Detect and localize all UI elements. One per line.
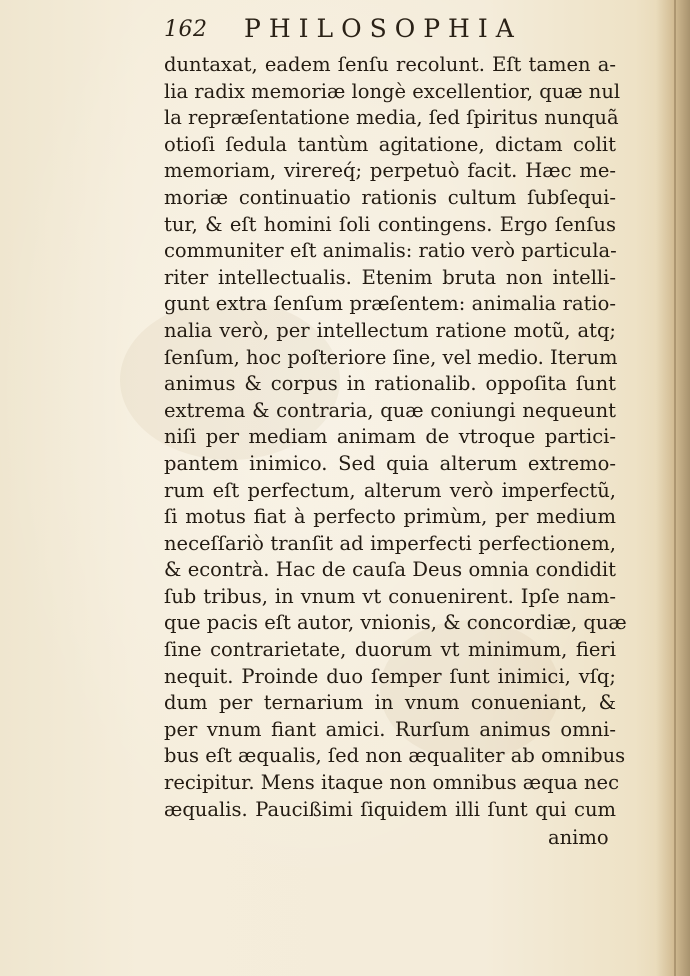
text-line: per vnum fiant amici. Rurſum animus omni-: [164, 717, 616, 741]
text-line: recipitur. Mens itaque non omnibus æqua nec: [164, 771, 620, 795]
text-line: æqualis. Paucißimi ſiquidem illi ſunt qui cum: [164, 797, 616, 821]
text-line: animus & corpus in rationalib. oppoſita ſunt: [164, 372, 616, 396]
text-line: memoriam, virereq́; perpetuò facit. Hæc me-: [164, 159, 616, 183]
text-line: niſi per mediam animam de vtroque partici-: [164, 425, 616, 449]
text-line: ſenſum, hoc poſteriore ſine, vel medio. Iterum: [164, 345, 618, 369]
text-line: la repræſentatione media, ſed ſpiritus nunquã: [164, 106, 619, 130]
text-line: nalia verò, per intellectum ratione motũ, atq;: [164, 318, 616, 342]
text-line: communiter eſt animalis: ratio verò particula-: [164, 239, 617, 263]
text-line: duntaxat, eadem ſenſu recolunt. Eſt tamen a-: [164, 53, 616, 76]
text-line: neceſſariò tranſit ad imperfecti perfectionem,: [164, 531, 616, 555]
text-line: que pacis eſt autor, vnionis, & concordiæ, quæ: [164, 611, 627, 635]
text-line: & econtrà. Hac de cauſa Deus omnia condidit: [164, 558, 616, 582]
text-line: lia radix memoriæ longè excellentior, quæ nul: [164, 79, 621, 103]
text-line: nequit. Proinde duo ſemper ſunt inimici, vſq;: [164, 664, 616, 688]
text-line: moriæ continuatio rationis cultum ſubſequi-: [164, 185, 616, 209]
text-line: pantem inimico. Sed quia alterum extremo-: [164, 451, 616, 475]
body-text: [164, 52, 627, 823]
text-line: ſi motus fiat à perfecto primùm, per medium: [164, 505, 616, 529]
text-line: ſub tribus, in vnum vt conuenirent. Ipſe nam-: [164, 584, 616, 608]
page-edge: [674, 0, 676, 976]
running-head: PHILOSOPHIA: [244, 14, 522, 43]
text-line: extrema & contraria, quæ coniungi nequeunt: [164, 398, 616, 422]
page-edge-shadow: [656, 0, 690, 976]
text-line: otioſi ſedula tantùm agitatione, dictam colit: [164, 132, 616, 156]
text-line: ſine contrarietate, duorum vt minimum, fieri: [164, 638, 616, 662]
text-line: bus eſt æqualis, ſed non æqualiter ab omnibus: [164, 744, 626, 768]
page-number: 162: [164, 17, 208, 42]
text-line: riter intellectualis. Etenim bruta non intelli-: [164, 265, 616, 289]
text-line: rum eſt perfectum, alterum verò imperfectũ,: [164, 478, 616, 502]
text-line: dum per ternarium in vnum conueniant, &: [164, 691, 616, 715]
text-line: gunt extra ſenſum præſentem: animalia ratio-: [164, 292, 616, 316]
text-line: tur, & eſt homini ſoli contingens. Ergo ſenſus: [164, 212, 616, 236]
catchword: animo: [548, 826, 609, 849]
page-header: [164, 14, 604, 44]
